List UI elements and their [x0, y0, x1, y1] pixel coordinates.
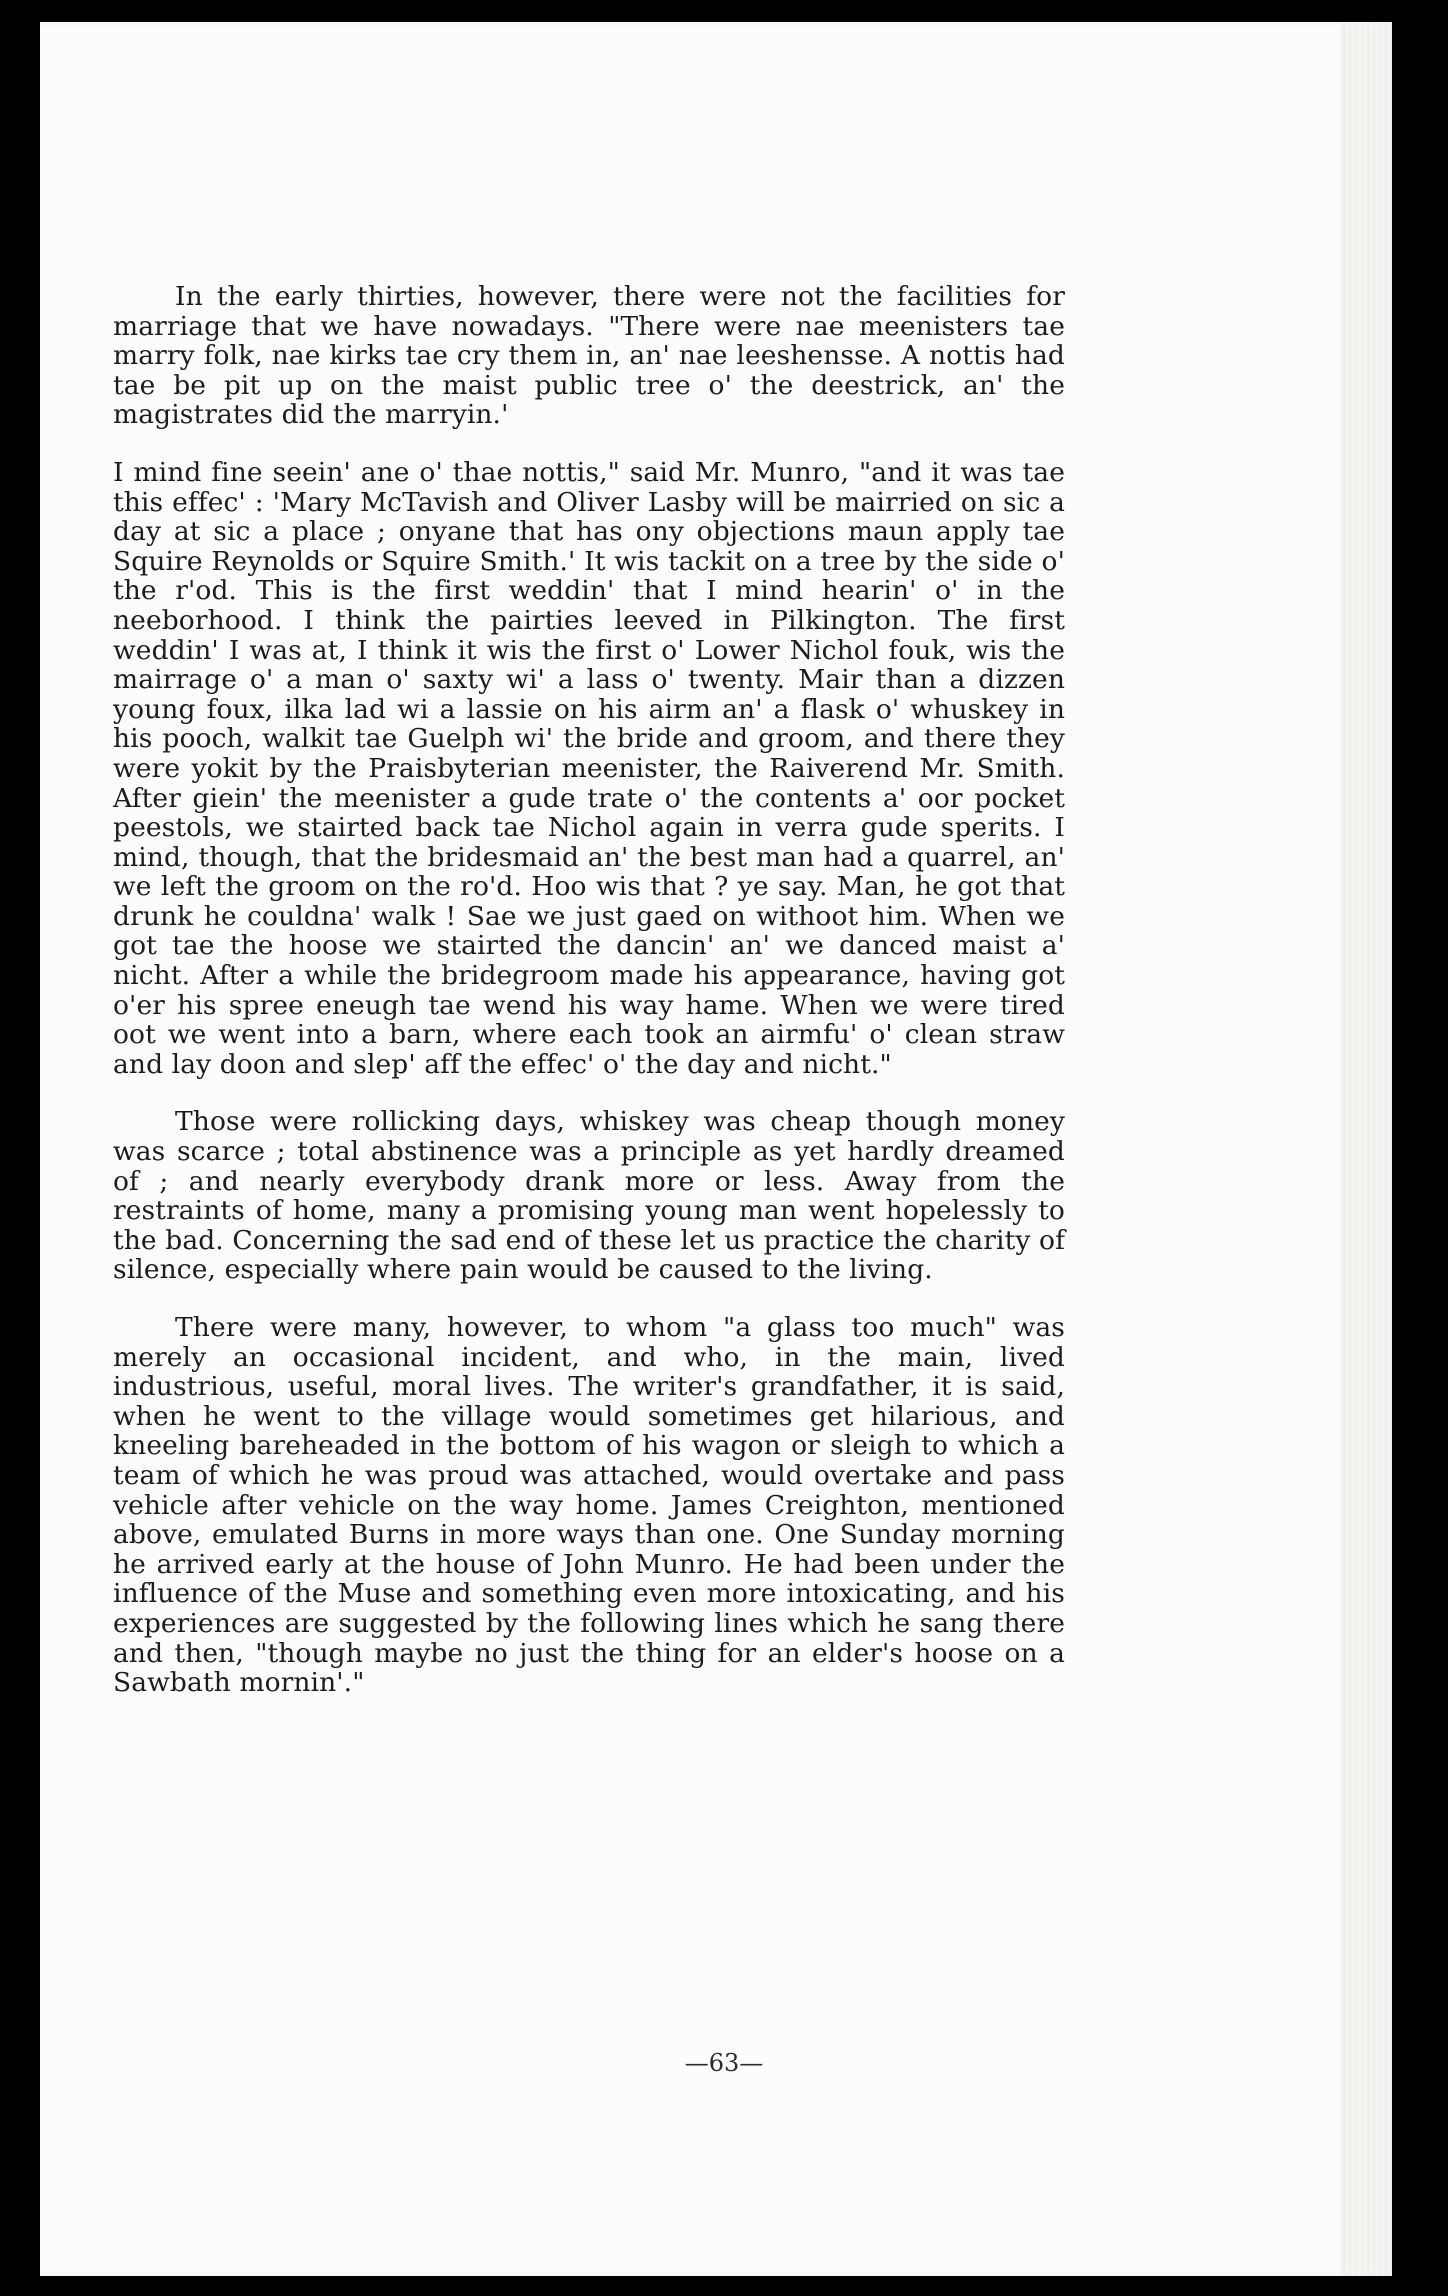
paragraph-2: I mind fine seein' ane o' thae nottis," said Mr. Munro, "and it was tae this effec' : 'Mary McTavish and Oliver Lasby will be mairried on sic a day at sic a place ; onyane that has ony objections maun apply tae Squire Reynolds or Squire Smith.' It wis tackit on a tree by the side o' the r'od. This is the first weddin' that I mind hearin' o' in the neeborhood. I think the pairties leeved in Pilkington. The first weddin' I was at, I think it wis the first o' Lower Nichol fouk, wis the mairrage o' a man o' saxty wi' a lass o' twenty. Mair than a dizzen young foux, ilka lad wi a lassie on his airm an' a flask o' whuskey in his pooch, walkit tae Guelph wi' the bride and groom, and there they were yokit by the Praisbyterian meenister, the Raiverend Mr. Smith. After giein' the meenister a gude trate o' the contents a' oor pocket peestols, we stairted back tae Nichol again in verra gude sperits. I mind, though, that the bridesmaid an' the best man had a quarrel, an' we left the groom on the ro'd. Hoo wis that ? ye say. Man, he got that drunk he couldna' walk ! Sae we just gaed on withoot him. When we got tae the hoose we stairted the dancin' an' we danced maist a' nicht. After a while the bridegroom made his appearance, having got o'er his spree eneugh tae wend his way hame. When we were tired oot we went into a barn, where each took an airmfu' o' clean straw and lay doon and slep' aff the effec' o' the day and nicht."	[113, 456, 1065, 1080]
page-number: —63—	[684, 2049, 764, 2077]
paragraph-1: In the early thirties, however, there were not the facilities for marriage that we have nowadays. "There were nae meenisters tae marry folk, nae kirks tae cry them in, an' nae leeshensse. A nottis had tae be pit up on the maist public tree o' the deestrick, an' the magistrates did the marryin.'	[113, 281, 1065, 431]
paragraph-3: Those were rollicking days, whiskey was cheap though money was scarce ; total abstinence was a principle as yet hardly dreamed of ; and nearly everybody drank more or less. Away from the restraints of home, many a promising young man went hopelessly to the bad. Concerning the sad end of these let us practice the charity of silence, especially where pain would be caused to the living.	[113, 1106, 1065, 1286]
page-edge	[1340, 22, 1392, 2276]
body-text	[113, 282, 1065, 1726]
paragraph-4: There were many, however, to whom "a glass too much" was merely an occasional incident, and who, in the main, lived industrious, useful, moral lives. The writer's grandfather, it is said, when he went to the village would sometimes get hilarious, and kneeling bareheaded in the bottom of his wagon or sleigh to which a team of which he was proud was attached, would overtake and pass vehicle after vehicle on the way home. James Creighton, mentioned above, emulated Burns in more ways than one. One Sunday morning he arrived early at the house of John Munro. He had been under the influence of the Muse and something even more intoxicating, and his experiences are suggested by the following lines which he sang there and then, "though maybe no just the thing for an elder's hoose on a Sawbath mornin'."	[113, 1312, 1065, 1699]
